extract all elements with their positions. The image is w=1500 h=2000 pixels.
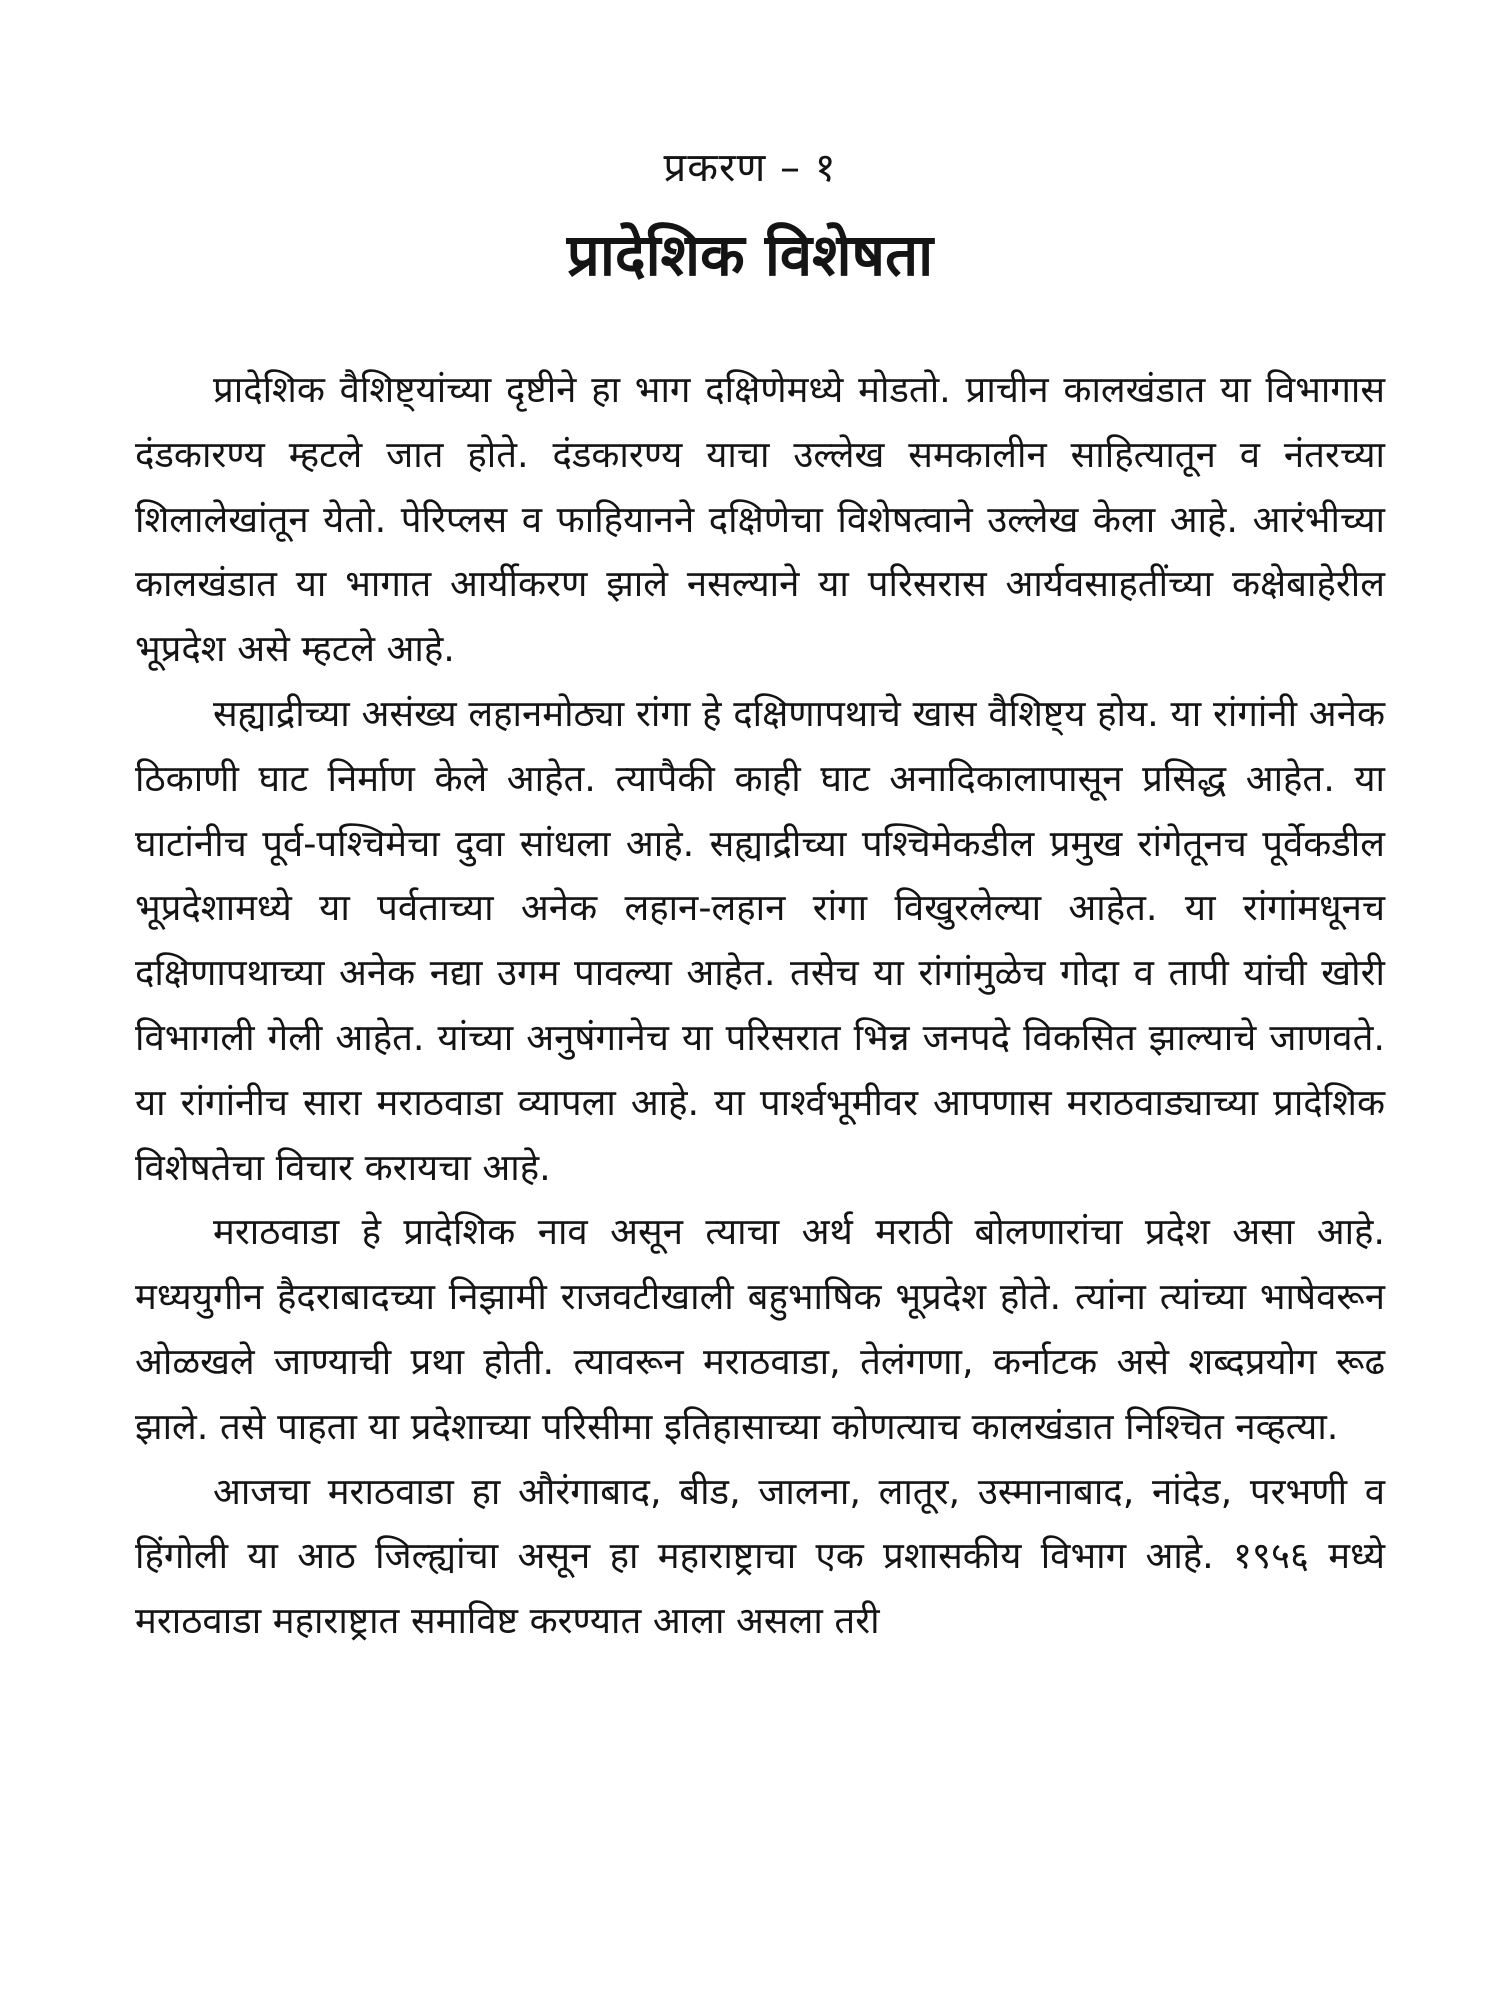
- chapter-title: प्रादेशिक विशेषता: [566, 221, 934, 289]
- paragraph-4: आजचा मराठवाडा हा औरंगाबाद, बीड, जालना, लातूर, उस्मानाबाद, नांदेड, परभणी व हिंगोली या आठ जिल्ह्यांचा असून हा महाराष्ट्राचा एक प्रशासकीय विभाग आहे. १९५६ मध्ये मराठवाडा महाराष्ट्रात समाविष्ट करण्यात आला असला तरी: [135, 1469, 1385, 1643]
- chapter-label: प्रकरण – १: [663, 145, 837, 191]
- body-text: [135, 358, 1385, 1654]
- paragraph-3: मराठवाडा हे प्रादेशिक नाव असून त्याचा अर्थ मराठी बोलणारांचा प्रदेश असा आहे. मध्ययुगीन हैदराबादच्या निझामी राजवटीखाली बहुभाषिक भूप्रदेश होते. त्यांना त्यांच्या भाषेवरून ओळखले जाण्याची प्रथा होती. त्यावरून मराठवाडा, तेलंगणा, कर्नाटक असे शब्दप्रयोग रूढ झाले. तसे पाहता या प्रदेशाच्या परिसीमा इतिहासाच्या कोणत्याच कालखंडात निश्चित नव्हत्या.: [135, 1210, 1385, 1448]
- paragraph-1: प्रादेशिक वैशिष्ट्यांच्या दृष्टीने हा भाग दक्षिणेमध्ये मोडतो. प्राचीन कालखंडात या विभागास दंडकारण्य म्हटले जात होते. दंडकारण्य याचा उल्लेख समकालीन साहित्यातून व नंतरच्या शिलालेखांतून येतो. पेरिप्लस व फाहियानने दक्षिणेचा विशेषत्वाने उल्लेख केला आहे. आरंभीच्या कालखंडात या भागात आर्यीकरण झाले नसल्याने या परिसरास आर्यवसाहतींच्या कक्षेबाहेरील भूप्रदेश असे म्हटले आहे.: [135, 368, 1385, 671]
- paragraph-2: सह्याद्रीच्या असंख्य लहानमोठ्या रांगा हे दक्षिणापथाचे खास वैशिष्ट्य होय. या रांगांनी अनेक ठिकाणी घाट निर्माण केले आहेत. त्यापैकी काही घाट अनादिकालापासून प्रसिद्ध आहेत. या घाटांनीच पूर्व-पश्चिमेचा दुवा सांधला आहे. सह्याद्रीच्या पश्चिमेकडील प्रमुख रांगेतूनच पूर्वेकडील भूप्रदेशामध्ये या पर्वताच्या अनेक लहान-लहान रांगा विखुरलेल्या आहेत. या रांगांमधूनच दक्षिणापथाच्या अनेक नद्या उगम पावल्या आहेत. तसेच या रांगांमुळेच गोदा व तापी यांची खोरी विभागली गेली आहेत. यांच्या अनुषंगानेच या परिसरात भिन्न जनपदे विकसित झाल्याचे जाणवते. या रांगांनीच सारा मराठवाडा व्यापला आहे. या पार्श्वभूमीवर आपणास मराठवाड्याच्या प्रादेशिक विशेषतेचा विचार करायचा आहे.: [135, 691, 1385, 1189]
